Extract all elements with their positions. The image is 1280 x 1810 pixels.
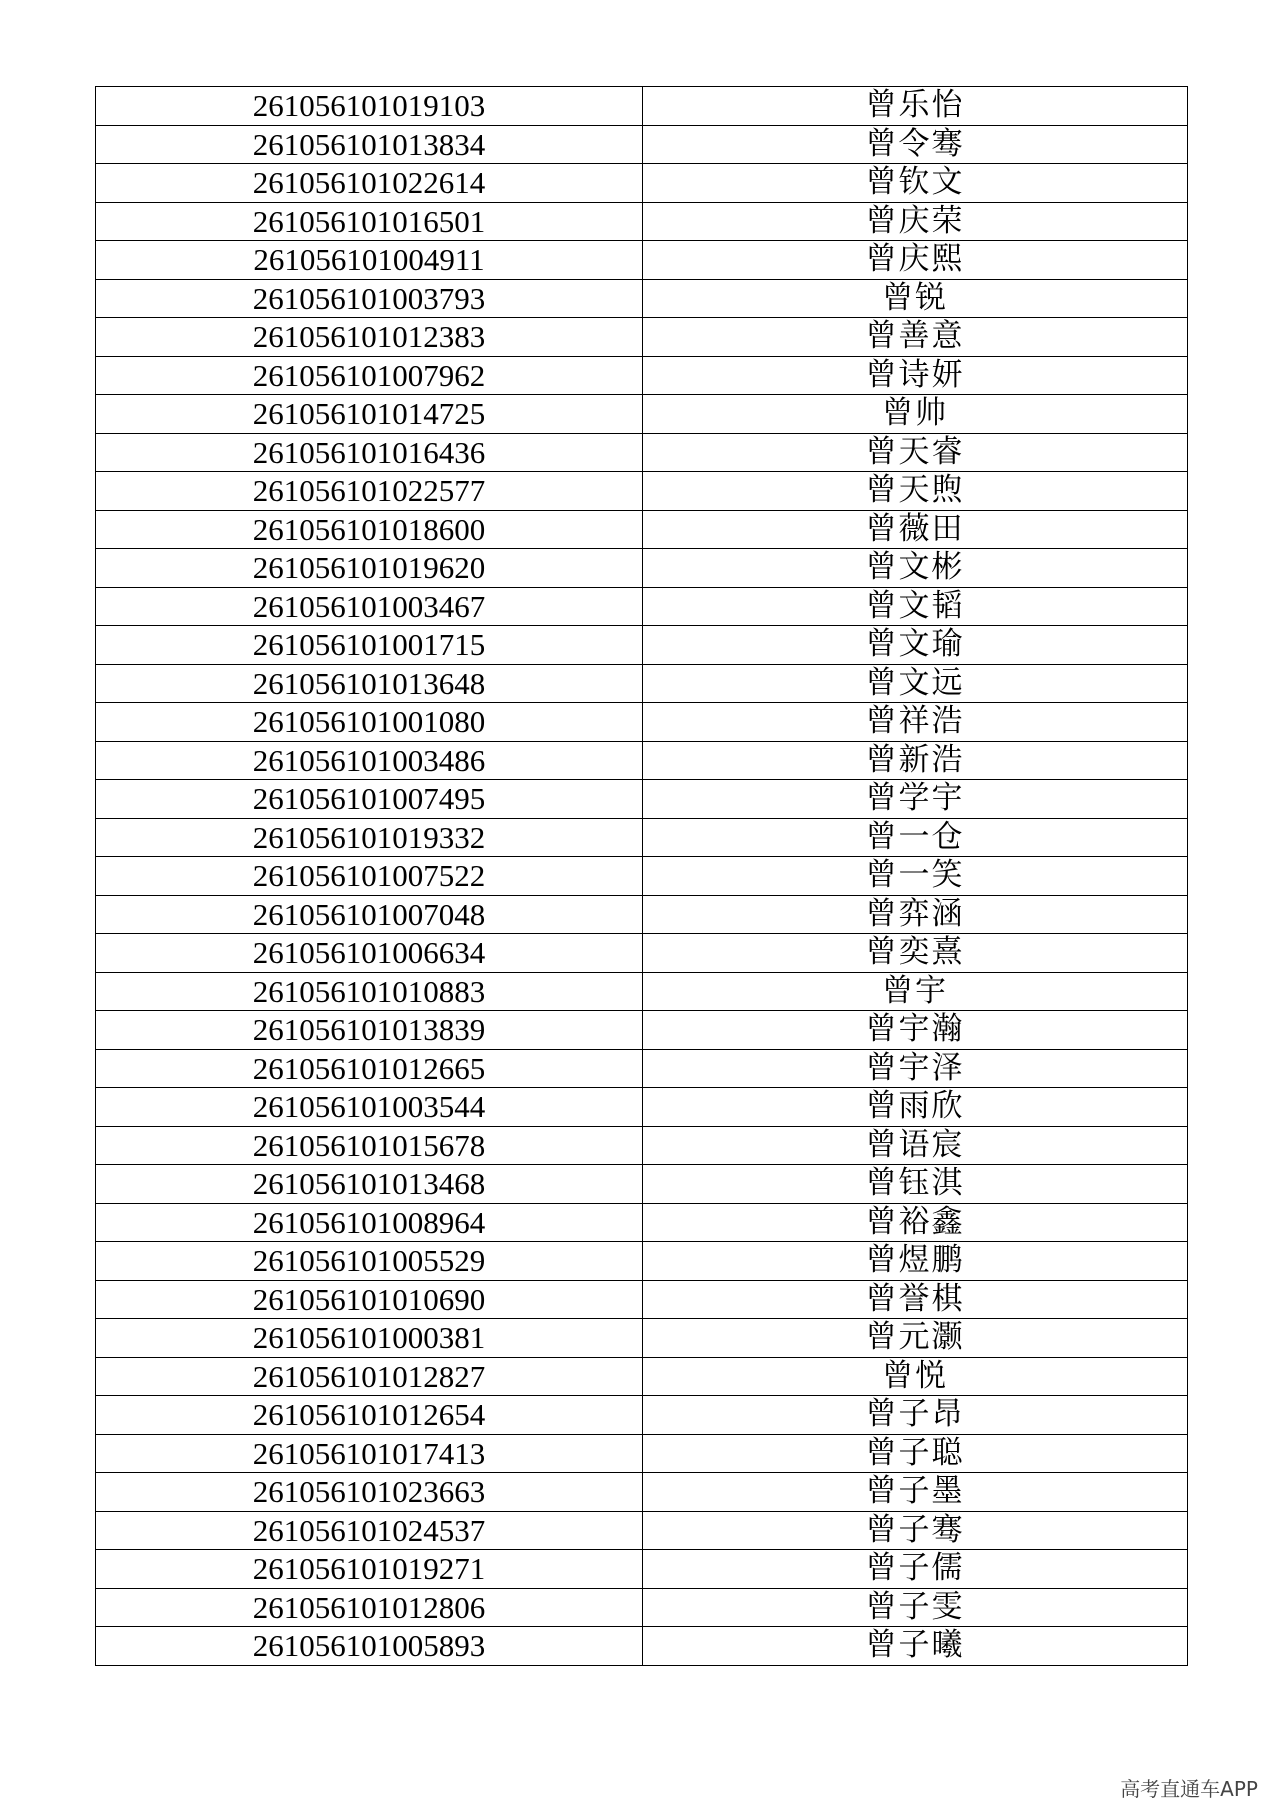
table-row (96, 664, 1188, 703)
candidate-name-cell: 曾天煦 (643, 472, 1188, 511)
candidate-id-cell: 261056101010690 (96, 1280, 643, 1319)
candidate-name-cell: 曾子骞 (643, 1511, 1188, 1550)
table-row (96, 202, 1188, 241)
table-row (96, 934, 1188, 973)
table-row (96, 433, 1188, 472)
table-row (96, 472, 1188, 511)
candidate-id-cell: 261056101018600 (96, 510, 643, 549)
table-row (96, 1049, 1188, 1088)
candidate-id-cell: 261056101012654 (96, 1396, 643, 1435)
candidate-id-cell: 261056101019103 (96, 87, 643, 126)
table-row (96, 395, 1188, 434)
table-row (96, 741, 1188, 780)
table-row (96, 972, 1188, 1011)
table-row (96, 1588, 1188, 1627)
candidate-name-cell: 曾文韬 (643, 587, 1188, 626)
candidate-name-cell: 曾一笑 (643, 857, 1188, 896)
table-row (96, 818, 1188, 857)
table-row (96, 1088, 1188, 1127)
candidate-id-cell: 261056101024537 (96, 1511, 643, 1550)
candidate-name-cell: 曾文瑜 (643, 626, 1188, 665)
candidate-name-cell: 曾元灏 (643, 1319, 1188, 1358)
candidate-name-cell: 曾令骞 (643, 125, 1188, 164)
candidate-name-cell: 曾钰淇 (643, 1165, 1188, 1204)
candidate-name-cell: 曾子昂 (643, 1396, 1188, 1435)
table-row (96, 626, 1188, 665)
candidate-id-cell: 261056101012665 (96, 1049, 643, 1088)
candidate-id-cell: 261056101003544 (96, 1088, 643, 1127)
table-row (96, 1165, 1188, 1204)
candidate-name-cell: 曾宇瀚 (643, 1011, 1188, 1050)
table-row (96, 356, 1188, 395)
candidate-name-cell: 曾一仓 (643, 818, 1188, 857)
table-row (96, 1396, 1188, 1435)
candidate-id-cell: 261056101006634 (96, 934, 643, 973)
candidate-id-cell: 261056101012827 (96, 1357, 643, 1396)
candidate-name-cell: 曾庆荣 (643, 202, 1188, 241)
table-row (96, 1203, 1188, 1242)
candidate-name-cell: 曾子聪 (643, 1434, 1188, 1473)
candidate-id-cell: 261056101007522 (96, 857, 643, 896)
candidate-id-cell: 261056101003467 (96, 587, 643, 626)
candidate-name-cell: 曾祥浩 (643, 703, 1188, 742)
candidate-name-cell: 曾誉棋 (643, 1280, 1188, 1319)
candidate-name-cell: 曾文彬 (643, 549, 1188, 588)
candidate-name-cell: 曾裕鑫 (643, 1203, 1188, 1242)
candidate-id-cell: 261056101007495 (96, 780, 643, 819)
table-row (96, 1011, 1188, 1050)
candidate-name-cell: 曾善意 (643, 318, 1188, 357)
table-row (96, 1319, 1188, 1358)
candidate-id-cell: 261056101013834 (96, 125, 643, 164)
table-row (96, 1550, 1188, 1589)
candidate-id-cell: 261056101007048 (96, 895, 643, 934)
table-row (96, 318, 1188, 357)
candidate-name-cell: 曾子曦 (643, 1627, 1188, 1666)
table-row (96, 703, 1188, 742)
candidate-id-cell: 261056101019332 (96, 818, 643, 857)
candidate-id-cell: 261056101008964 (96, 1203, 643, 1242)
candidate-name-cell: 曾雨欣 (643, 1088, 1188, 1127)
table-row (96, 1126, 1188, 1165)
roster-table (95, 86, 1188, 1666)
candidate-id-cell: 261056101003486 (96, 741, 643, 780)
candidate-name-cell: 曾奕熹 (643, 934, 1188, 973)
table-row (96, 1357, 1188, 1396)
candidate-id-cell: 261056101016436 (96, 433, 643, 472)
candidate-id-cell: 261056101016501 (96, 202, 643, 241)
candidate-id-cell: 261056101012806 (96, 1588, 643, 1627)
candidate-id-cell: 261056101023663 (96, 1473, 643, 1512)
candidate-name-cell: 曾煜鹏 (643, 1242, 1188, 1281)
candidate-id-cell: 261056101012383 (96, 318, 643, 357)
table-row (96, 1473, 1188, 1512)
candidate-id-cell: 261056101005893 (96, 1627, 643, 1666)
candidate-id-cell: 261056101022614 (96, 164, 643, 203)
candidate-name-cell: 曾文远 (643, 664, 1188, 703)
candidate-name-cell: 曾庆熙 (643, 241, 1188, 280)
candidate-id-cell: 261056101005529 (96, 1242, 643, 1281)
candidate-id-cell: 261056101019271 (96, 1550, 643, 1589)
candidate-name-cell: 曾弈涵 (643, 895, 1188, 934)
candidate-id-cell: 261056101013468 (96, 1165, 643, 1204)
table-row (96, 87, 1188, 126)
candidate-name-cell: 曾帅 (643, 395, 1188, 434)
candidate-id-cell: 261056101007962 (96, 356, 643, 395)
table-row (96, 241, 1188, 280)
candidate-id-cell: 261056101013648 (96, 664, 643, 703)
table-row (96, 1242, 1188, 1281)
table-row (96, 125, 1188, 164)
table-row (96, 549, 1188, 588)
candidate-id-cell: 261056101010883 (96, 972, 643, 1011)
candidate-name-cell: 曾钦文 (643, 164, 1188, 203)
candidate-name-cell: 曾子雯 (643, 1588, 1188, 1627)
table-row (96, 857, 1188, 896)
table-row (96, 1434, 1188, 1473)
candidate-id-cell: 261056101022577 (96, 472, 643, 511)
candidate-name-cell: 曾诗妍 (643, 356, 1188, 395)
table-row (96, 279, 1188, 318)
candidate-id-cell: 261056101004911 (96, 241, 643, 280)
candidate-id-cell: 261056101017413 (96, 1434, 643, 1473)
candidate-id-cell: 261056101001715 (96, 626, 643, 665)
candidate-name-cell: 曾薇田 (643, 510, 1188, 549)
table-row (96, 895, 1188, 934)
table-row (96, 510, 1188, 549)
candidate-id-cell: 261056101000381 (96, 1319, 643, 1358)
candidate-name-cell: 曾悦 (643, 1357, 1188, 1396)
candidate-name-cell: 曾学宇 (643, 780, 1188, 819)
table-row (96, 587, 1188, 626)
candidate-name-cell: 曾锐 (643, 279, 1188, 318)
table-row (96, 164, 1188, 203)
candidate-id-cell: 261056101014725 (96, 395, 643, 434)
candidate-id-cell: 261056101001080 (96, 703, 643, 742)
candidate-id-cell: 261056101003793 (96, 279, 643, 318)
roster-table-body (96, 87, 1188, 1666)
candidate-name-cell: 曾天睿 (643, 433, 1188, 472)
candidate-name-cell: 曾语宸 (643, 1126, 1188, 1165)
table-row (96, 780, 1188, 819)
watermark-text: 高考直通车APP (1120, 1777, 1258, 1801)
table-row (96, 1627, 1188, 1666)
candidate-id-cell: 261056101013839 (96, 1011, 643, 1050)
candidate-name-cell: 曾宇 (643, 972, 1188, 1011)
candidate-name-cell: 曾乐怡 (643, 87, 1188, 126)
candidate-id-cell: 261056101019620 (96, 549, 643, 588)
candidate-name-cell: 曾子墨 (643, 1473, 1188, 1512)
candidate-name-cell: 曾宇泽 (643, 1049, 1188, 1088)
candidate-name-cell: 曾新浩 (643, 741, 1188, 780)
candidate-id-cell: 261056101015678 (96, 1126, 643, 1165)
candidate-name-cell: 曾子儒 (643, 1550, 1188, 1589)
table-row (96, 1280, 1188, 1319)
table-row (96, 1511, 1188, 1550)
